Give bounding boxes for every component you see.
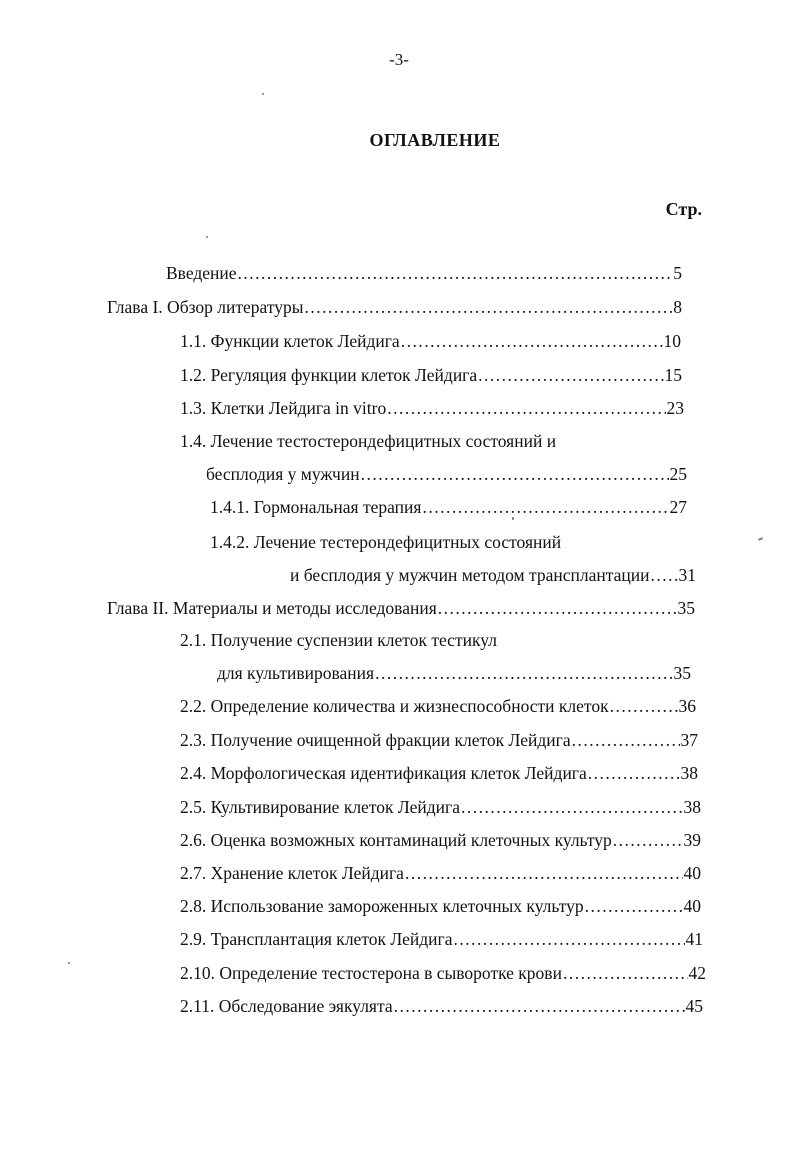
toc-row [217, 660, 691, 686]
toc-row [206, 461, 687, 487]
toc-entry-page: 15 [664, 365, 682, 385]
toc-row [180, 893, 701, 919]
toc-entry-page: 45 [685, 996, 703, 1016]
toc-entry-text: 2.10. Определение тестостерона в сыворотке крови [180, 963, 562, 983]
toc-entry-page: 27 [669, 497, 687, 517]
toc-entry-text: Глава II. Материалы и методы исследования [107, 598, 437, 618]
toc-leader-dots [572, 727, 680, 753]
toc-entry-text: 2.8. Использование замороженных клеточных культур [180, 896, 584, 916]
toc-row [180, 727, 698, 753]
toc-entry-text: 1.2. Регуляция функции клеток Лейдига [180, 365, 478, 385]
toc-leader-dots [438, 595, 677, 621]
toc-entry-page: 25 [669, 464, 687, 484]
toc-leader-dots [478, 362, 663, 388]
toc-leader-dots [585, 893, 683, 919]
toc-row [180, 794, 701, 820]
toc-entry-text: 1.4. Лечение тестостерондефицитных состояний и [180, 431, 557, 451]
toc-leader-dots [387, 395, 665, 421]
toc-entry-page: 10 [663, 331, 681, 351]
toc-row [107, 294, 682, 320]
toc-row [180, 860, 701, 886]
toc-entry-text: и бесплодия у мужчин методом трансплантации [290, 565, 650, 585]
toc-entry-page: 37 [680, 730, 698, 750]
toc-entry-text: Глава I. Обзор литературы [107, 297, 304, 317]
toc-entry-text: 2.1. Получение суспензии клеток тестикул [180, 630, 497, 650]
toc-entry-page: 38 [683, 797, 701, 817]
toc-row [180, 960, 706, 986]
toc-row [290, 562, 696, 588]
toc-entry-text: Введение [166, 263, 237, 283]
toc-entry-page: 5 [673, 263, 682, 283]
toc-leader-dots [405, 860, 683, 886]
toc-entry-page: 35 [673, 663, 691, 683]
toc-leader-dots [401, 328, 663, 354]
toc-row [180, 428, 556, 454]
toc-entry-page: 23 [666, 398, 684, 418]
toc-entry-page: 31 [678, 565, 696, 585]
toc-row [180, 993, 703, 1019]
toc-leader-dots [613, 827, 683, 853]
scan-speck [262, 93, 264, 95]
scan-speck [512, 517, 514, 520]
toc-row [180, 693, 696, 719]
toc-leader-dots [650, 562, 677, 588]
toc-entry-page: 39 [683, 830, 701, 850]
toc-entry-text: 2.6. Оценка возможных контаминаций клеточных культур [180, 830, 612, 850]
scan-speck [206, 236, 208, 238]
page-number: -3- [389, 50, 409, 69]
toc-entry-page: 35 [677, 598, 695, 618]
toc-leader-dots [238, 260, 673, 286]
toc-leader-dots [563, 960, 688, 986]
toc-entry-text: бесплодия у мужчин [206, 464, 360, 484]
toc-entry-text: 2.7. Хранение клеток Лейдига [180, 863, 404, 883]
toc-leader-dots [361, 461, 669, 487]
toc-entry-page: 40 [683, 896, 701, 916]
toc-leader-dots [588, 760, 680, 786]
toc-entry-page: 40 [683, 863, 701, 883]
scan-speck [68, 962, 70, 964]
toc-entry-text: 2.2. Определение количества и жизнеспособности клеток [180, 696, 609, 716]
toc-entry-text: 2.4. Морфологическая идентификация клеток Лейдига [180, 763, 587, 783]
toc-row [180, 760, 698, 786]
toc-leader-dots [453, 926, 684, 952]
toc-entry-page: 8 [673, 297, 682, 317]
toc-entry-text: для культивирования [217, 663, 375, 683]
toc-row [107, 595, 695, 621]
toc-entry-text: 1.1. Функции клеток Лейдига [180, 331, 400, 351]
toc-leader-dots [461, 794, 683, 820]
toc-leader-dots [610, 693, 678, 719]
page-title: ОГЛАВЛЕНИЕ [369, 130, 501, 150]
toc-row [180, 395, 684, 421]
toc-row [180, 362, 682, 388]
toc-entry-page: 42 [688, 963, 706, 983]
toc-leader-dots [394, 993, 685, 1019]
toc-entry-page: 36 [678, 696, 696, 716]
toc-entry-text: 1.3. Клетки Лейдига in vitro [180, 398, 387, 418]
toc-row [180, 328, 681, 354]
toc-leader-dots [422, 494, 668, 520]
toc-entry-text: 1.4.1. Гормональная терапия [210, 497, 422, 517]
toc-entry-page: 38 [680, 763, 698, 783]
toc-row [180, 627, 497, 653]
toc-row [166, 260, 682, 286]
toc-entry-text: 2.3. Получение очищенной фракции клеток Лейдига [180, 730, 571, 750]
toc-row [180, 926, 703, 952]
toc-entry-text: 2.5. Культивирование клеток Лейдига [180, 797, 460, 817]
toc-leader-dots [375, 660, 672, 686]
toc-entry-text: 2.11. Обследование эякулята [180, 996, 393, 1016]
toc-row [210, 529, 561, 555]
toc-leader-dots [305, 294, 673, 320]
page-column-label: Стр. [665, 199, 702, 219]
toc-entry-text: 1.4.2. Лечение тестерондефицитных состояний [210, 532, 562, 552]
toc-entry-page: 41 [685, 929, 703, 949]
toc-row [180, 827, 701, 853]
toc-entry-text: 2.9. Трансплантация клеток Лейдига [180, 929, 453, 949]
toc-row [210, 494, 687, 520]
